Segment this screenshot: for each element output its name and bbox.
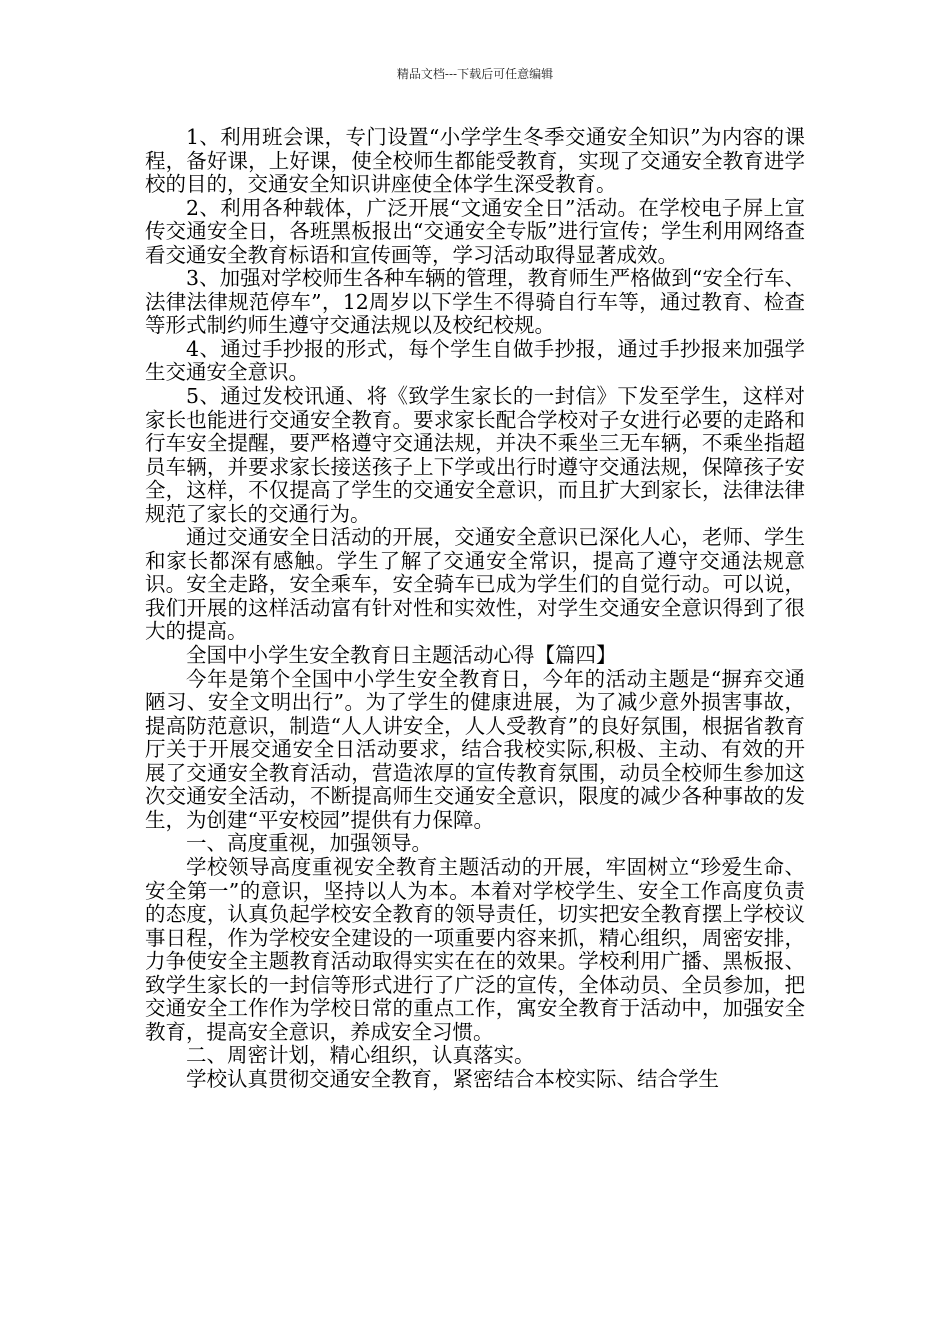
paragraph-4: 4、通过手抄报的形式，每个学生自做手抄报，通过手抄报来加强学生交通安全意识。 (145, 336, 805, 385)
page-header: 精品文档---下载后可任意编辑 (396, 67, 554, 81)
subheading-1: 一、高度重视，加强领导。 (186, 831, 432, 856)
subheading-2: 二、周密计划，精心组织，认真落实。 (186, 1043, 535, 1068)
paragraph-5: 5、通过发校讯通、将《致学生家长的一封信》下发至学生，这样对家长也能进行交通安全教育。要求家长配合学校对子女进行必要的走路和行车安全提醒，要严格遵守交通法规，并决不乘坐三无车辆，不乘坐指超员车辆，并要求家长接送孩子上下学或出行时遵守交通法规，保障孩子安全，这样，不仅提高了学生的交通安全意识，而且扩大到家长，法律法律规范了家长的交通行为。 (145, 384, 805, 526)
paragraph-3: 3、加强对学校师生各种车辆的管理，教育师生严格做到“安全行车、法律法律规范停车”，12周岁以下学生不得骑自行车等，通过教育、检查等形式制约师生遵守交通法规以及校纪校规。 (145, 266, 805, 338)
paragraph-summary: 通过交通安全日活动的开展，交通安全意识已深化人心，老师、学生和家长都深有感触。学生了解了交通安全常识，提高了遵守交通法规意识。安全走路，安全乘车，安全骑车已成为学生们的自觉行动。可以说，我们开展的这样活动富有针对性和实效性，对学生交通安全意识得到了很大的提高。 (145, 525, 805, 644)
paragraph-implementation: 学校认真贯彻交通安全教育，紧密结合本校实际、结合学生 (186, 1066, 719, 1091)
paragraph-1: 1、利用班会课，专门设置“小学学生冬季交通安全知识”为内容的课程，备好课，上好课，使全校师生都能受教育，实现了交通安全教育进学校的目的，交通安全知识讲座使全体学生深受教育。 (145, 125, 805, 197)
section-heading: 全国中小学生安全教育日主题活动心得【篇四】 (186, 643, 617, 668)
paragraph-2: 2、利用各种载体，广泛开展“文通安全日”活动。在学校电子屏上宣传交通安全日，各班黑板报出“交通安全专版”进行宣传；学生利用网络查看交通安全教育标语和宣传画等，学习活动取得显著成效。 (145, 195, 805, 267)
paragraph-intro: 今年是第个全国中小学生安全教育日，今年的活动主题是“摒弃交通陋习、安全文明出行”。为了学生的健康进展，为了减少意外损害事故，提高防范意识，制造“人人讲安全，人人受教育”的良好氛围，根据省教育厅关于开展交通安全日活动要求，结合我校实际,积极、主动、有效的开展了交通安全教育活动，营造浓厚的宣传教育氛围，动员全校师生参加这次交通安全活动，不断提高师生交通安全意识，限度的减少各种事故的发生，为创建“平安校园”提供有力保障。 (145, 666, 805, 832)
paragraph-leadership: 学校领导高度重视安全教育主题活动的开展，牢固树立“珍爱生命、安全第一”的意识，坚持以人为本。本着对学校学生、安全工作高度负责的态度，认真负起学校安全教育的领导责任，切实把安全教育摆上学校议事日程，作为学校安全建设的一项重要内容来抓，精心组织，周密安排，力争使安全主题教育活动取得实实在在的效果。学校利用广播、黑板报、致学生家长的一封信等形式进行了广泛的宣传，全体动员、全员参加，把交通安全工作作为学校日常的重点工作，寓安全教育于活动中，加强安全教育，提高安全意识，养成安全习惯。 (145, 854, 805, 1044)
document-body (145, 126, 805, 1091)
